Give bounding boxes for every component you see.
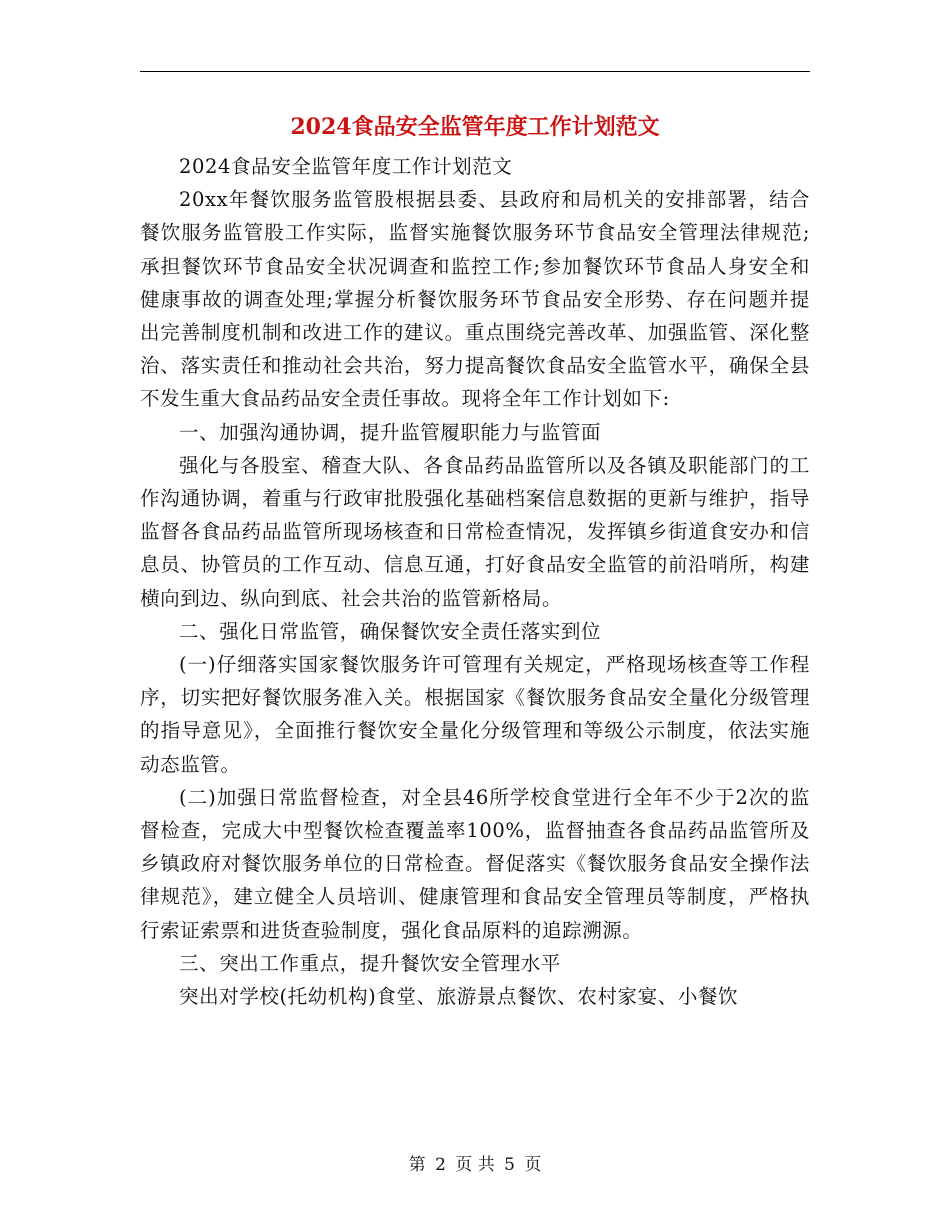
section-heading-2: 二、强化日常监管，确保餐饮安全责任落实到位 xyxy=(179,619,602,643)
footer-prefix: 第 xyxy=(408,1155,426,1175)
footer-suffix: 页 xyxy=(524,1155,542,1175)
page-footer xyxy=(0,1153,950,1177)
section-heading-1: 一、加强沟通协调，提升监管履职能力与监管面 xyxy=(179,420,602,444)
header-rule xyxy=(140,71,810,72)
footer-middle: 页 共 xyxy=(455,1155,495,1175)
section-heading-3: 三、突出工作重点，提升餐饮安全管理水平 xyxy=(179,951,561,975)
document-title: 2024食品安全监管年度工作计划范文 xyxy=(290,114,660,140)
paragraph-section-3: 突出对学校(托幼机构)食堂、旅游景点餐饮、农村家宴、小餐饮 xyxy=(179,985,739,1009)
paragraph-intro: 20xx年餐饮服务监管股根据县委、县政府和局机关的安排部署，结合餐饮服务监管股工作实际，监督实施餐饮服务环节食品安全管理法律规范;承担餐饮环节食品安全状况调查和监控工作;参加餐饮环节食品人身安全和健康事故的调查处理;掌握分析餐饮服务环节食品安全形势、存在问题并提出完善制度机制和改进工作的建议。重点围绕完善改革、加强监管、深化整治、落实责任和推动社会共治，努力提高餐饮食品安全监管水平，确保全县不发生重大食品药品安全责任事故。现将全年工作计划如下: xyxy=(140,188,810,411)
paragraph-item-2: (二)加强日常监督检查，对全县46所学校食堂进行全年不少于2次的监督检查，完成大中型餐饮检查覆盖率100%，监督抽查各食品药品监管所及乡镇政府对餐饮服务单位的日常检查。督促落实《餐饮服务食品安全操作法律规范》，建立健全人员培训、健康管理和食品安全管理员等制度，严格执行索证索票和进货查验制度，强化食品原料的追踪溯源。 xyxy=(140,785,810,942)
paragraph-subtitle: 2024食品安全监管年度工作计划范文 xyxy=(179,155,513,178)
footer-total-pages: 5 xyxy=(504,1155,515,1175)
footer-current-page: 2 xyxy=(435,1155,446,1175)
document-body xyxy=(140,150,810,1013)
paragraph-item-1: (一)仔细落实国家餐饮服务许可管理有关规定，严格现场核查等工作程序，切实把好餐饮服务准入关。根据国家《餐饮服务食品安全量化分级管理的指导意见》，全面推行餐饮安全量化分级管理和等级公示制度，依法实施动态监管。 xyxy=(140,653,810,776)
paragraph-section-1: 强化与各股室、稽查大队、各食品药品监管所以及各镇及职能部门的工作沟通协调，着重与行政审批股强化基础档案信息数据的更新与维护，指导监督各食品药品监管所现场核查和日常检查情况，发挥镇乡街道食安办和信息员、协管员的工作互动、信息互通，打好食品安全监管的前沿哨所，构建横向到边、纵向到底、社会共治的监管新格局。 xyxy=(140,453,810,610)
